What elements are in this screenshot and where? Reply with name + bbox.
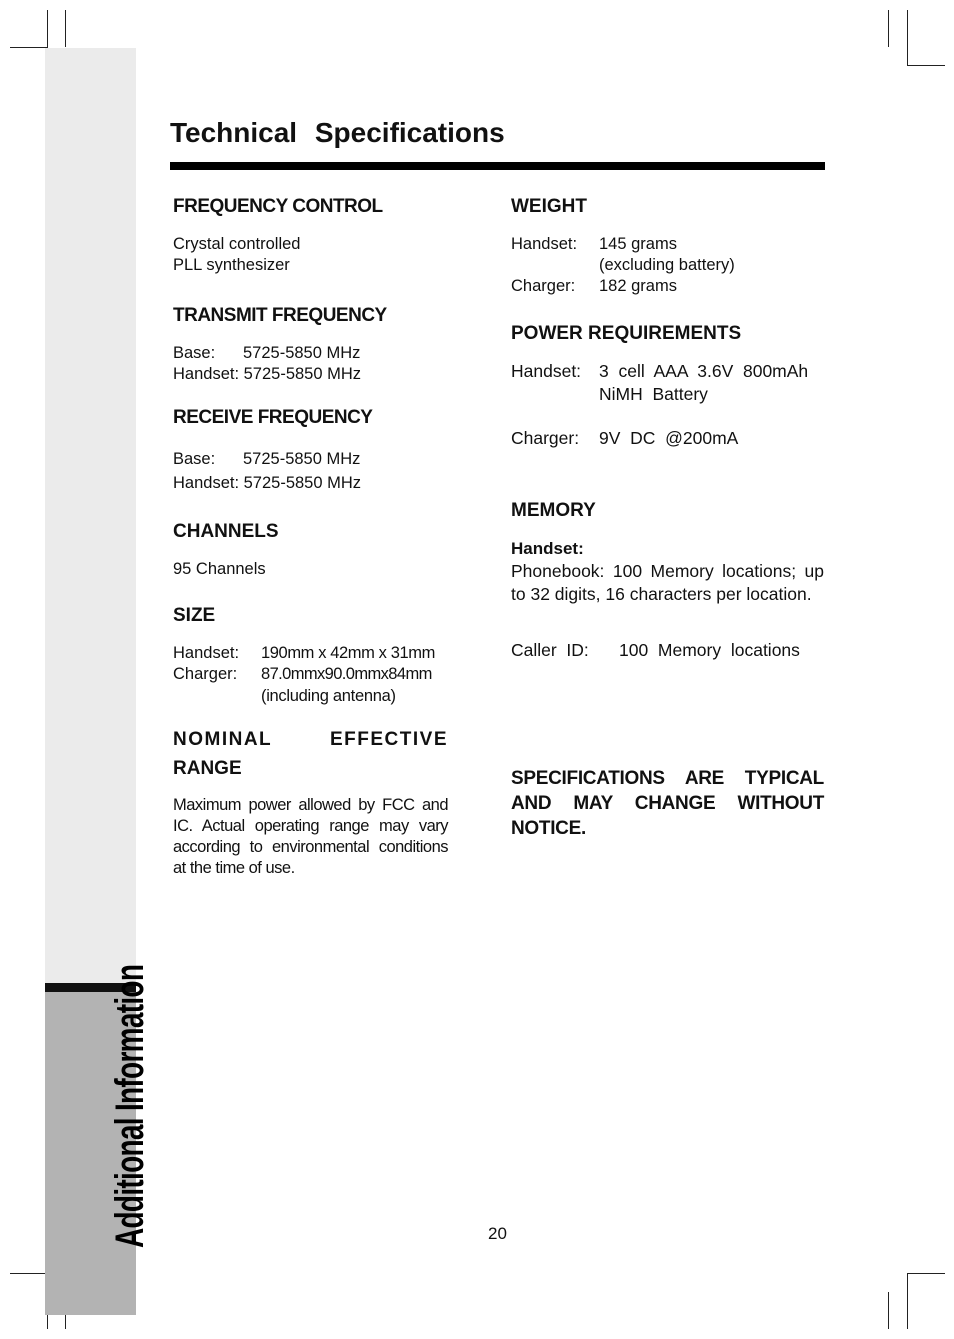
weight-charger — [511, 276, 677, 297]
size-handset — [173, 643, 435, 664]
transmit-handset: Handset: 5725-5850 MHz — [173, 365, 362, 383]
memory-callerid — [511, 640, 800, 661]
power-charger — [511, 428, 738, 449]
frequency-control-line: PLL synthesizer — [173, 256, 290, 274]
frequency-control-line: Crystal controlled — [173, 235, 301, 253]
receive-frequency-heading: RECEIVE FREQUENCY — [173, 407, 373, 428]
weight-handset — [511, 234, 677, 255]
weight-handset-label: Handset: — [511, 235, 578, 253]
power-charger-label: Charger: — [511, 428, 580, 448]
sidebar-background — [45, 48, 136, 985]
side-tab-label: Additional Information — [108, 964, 152, 1248]
frequency-control-heading: FREQUENCY CONTROL — [173, 196, 383, 217]
transmit-base-label: Base: — [173, 344, 216, 362]
title-rule — [170, 162, 825, 170]
size-charger-value: 87.0mmx90.0mmx84mm — [261, 665, 432, 683]
memory-subheading: Handset: — [511, 539, 584, 558]
notice: SPECIFICATIONS ARE TYPICAL AND MAY CHANGE WITHOUT NOTICE. — [511, 768, 824, 839]
weight-heading: WEIGHT — [511, 196, 587, 217]
size-charger-label: Charger: — [173, 665, 238, 683]
power-heading: POWER REQUIREMENTS — [511, 323, 742, 344]
power-handset-value2: NiMH Battery — [599, 384, 708, 404]
power-handset-value: 3 cell AAA 3.6V 800mAh — [599, 361, 809, 381]
power-charger-value: 9V DC @200mA — [599, 428, 739, 448]
range-heading — [173, 729, 448, 751]
receive-base-label: Base: — [173, 450, 216, 468]
channels-value: 95 Channels — [173, 560, 266, 578]
size-handset-label: Handset: — [173, 644, 240, 662]
weight-charger-label: Charger: — [511, 277, 576, 295]
size-handset-value: 190mm x 42mm x 31mm — [261, 644, 435, 662]
memory-phonebook: Phonebook: 100 Memory locations; up to 32 digits, 16 characters per location. — [511, 561, 824, 604]
memory-heading: MEMORY — [511, 500, 596, 521]
size-heading: SIZE — [173, 605, 216, 626]
weight-handset-value: 145 grams — [599, 235, 677, 253]
channels-heading: CHANNELS — [173, 521, 279, 542]
range-body: Maximum power allowed by FCC and IC. Actual operating range may vary according to environmental conditions at the time of use. — [173, 796, 448, 877]
range-heading-word: EFFECTIVE — [329, 729, 448, 750]
memory-callerid-value: 100 Memory locations — [619, 640, 800, 660]
transmit-base — [173, 343, 360, 364]
page-number: 20 — [488, 1224, 507, 1243]
transmit-frequency-heading: TRANSMIT FREQUENCY — [173, 305, 387, 326]
size-charger — [173, 664, 432, 685]
range-heading-line2: RANGE — [173, 758, 242, 779]
weight-handset-note: (excluding battery) — [599, 256, 735, 274]
memory-callerid-label: Caller ID: — [511, 640, 589, 660]
range-heading-word: NOMINAL — [173, 729, 273, 750]
power-handset — [511, 361, 808, 382]
transmit-base-value: 5725-5850 MHz — [243, 344, 361, 362]
power-handset-label: Handset: — [511, 361, 582, 381]
page-title: Technical Specifications — [170, 117, 505, 148]
weight-charger-value: 182 grams — [599, 277, 677, 295]
receive-handset: Handset: 5725-5850 MHz — [173, 474, 362, 492]
receive-base — [173, 449, 360, 470]
receive-base-value: 5725-5850 MHz — [243, 450, 361, 468]
size-charger-note: (including antenna) — [261, 687, 396, 705]
